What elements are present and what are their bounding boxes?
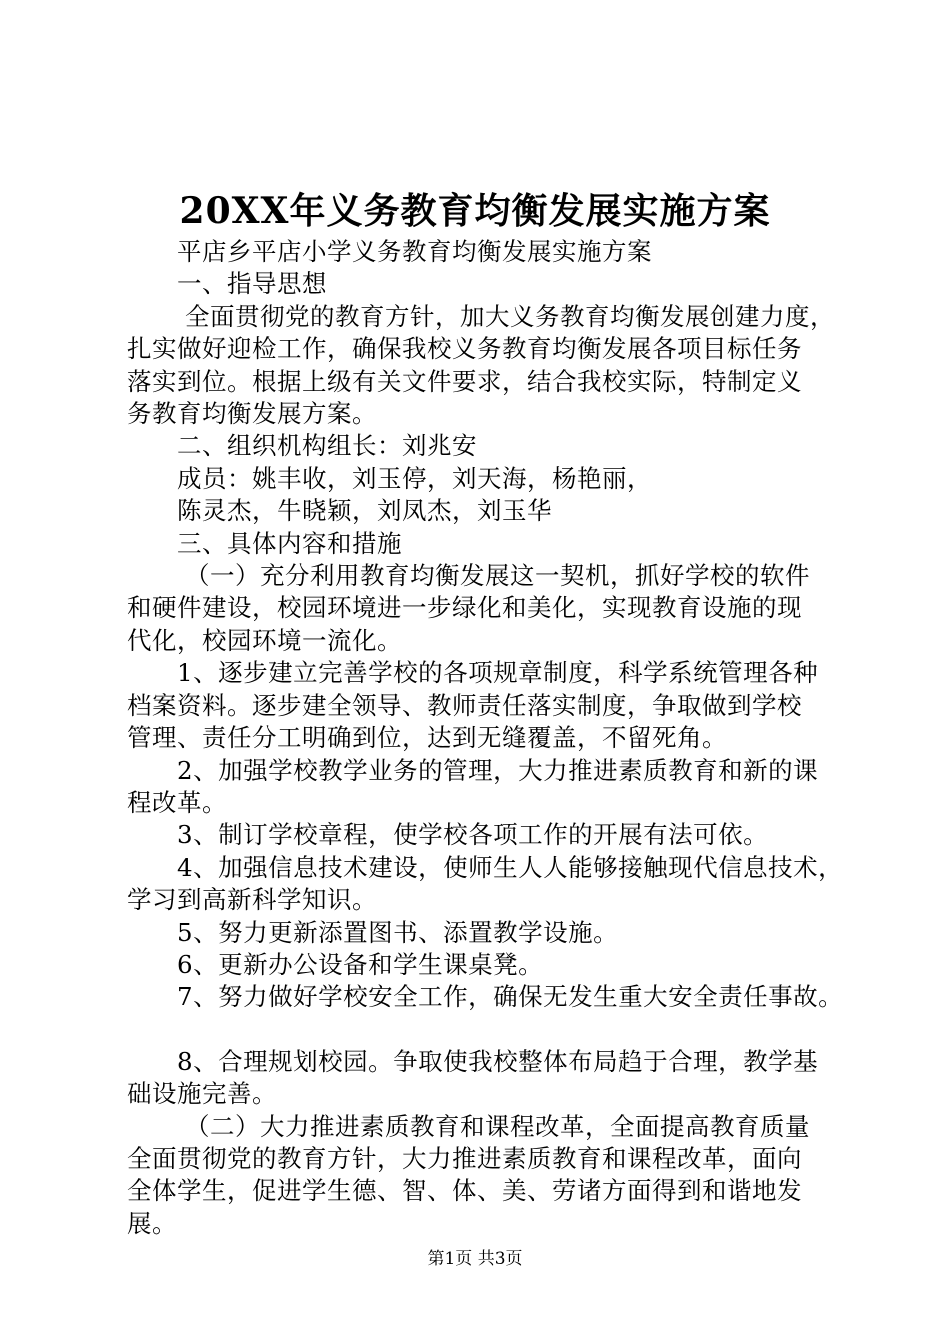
section-heading: 三、具体内容和措施 bbox=[177, 528, 402, 558]
paragraph-line: 展。 bbox=[127, 1208, 177, 1238]
list-item-line: 6、更新办公设备和学生课桌凳。 bbox=[177, 949, 544, 979]
list-item-line: 8、合理规划校园。争取使我校整体布局趋于合理，教学基 bbox=[177, 1046, 819, 1076]
list-item-line: 4、加强信息技术建设，使师生人人能够接触现代信息技术， bbox=[177, 852, 844, 882]
list-item-line: 3、制订学校章程，使学校各项工作的开展有法可依。 bbox=[177, 820, 769, 850]
paragraph-line: 学习到高新科学知识。 bbox=[127, 885, 377, 915]
list-item-line: 5、努力更新添置图书、添置教学设施。 bbox=[177, 917, 619, 947]
paragraph-line: 代化，校园环境一流化。 bbox=[127, 625, 402, 655]
document-body bbox=[127, 236, 847, 1240]
paragraph-line: 扎实做好迎检工作，确保我校义务教育均衡发展各项目标任务 bbox=[127, 334, 802, 364]
section-heading: 一、指导思想 bbox=[177, 269, 327, 299]
subtitle-line: 平店乡平店小学义务教育均衡发展实施方案 bbox=[177, 237, 652, 266]
paragraph-line: 全面贯彻党的教育方针，加大义务教育均衡发展创建力度， bbox=[185, 301, 835, 331]
paragraph-line: 和硬件建设，校园环境进一步绿化和美化，实现教育设施的现 bbox=[127, 593, 802, 623]
paragraph-line: 础设施完善。 bbox=[127, 1079, 277, 1109]
list-item-line: 1、逐步建立完善学校的各项规章制度，科学系统管理各种 bbox=[177, 658, 819, 688]
paragraph-line: （一）充分利用教育均衡发展这一契机，抓好学校的软件 bbox=[185, 561, 810, 591]
section-heading: （二）大力推进素质教育和课程改革，全面提高教育质量 bbox=[185, 1111, 810, 1141]
section-heading: 二、组织机构组长：刘兆安 bbox=[177, 431, 477, 461]
document-title: 20XX年义务教育均衡发展实施方案 bbox=[179, 190, 771, 232]
paragraph-line: 务教育均衡发展方案。 bbox=[127, 399, 377, 429]
list-item-line: 2、加强学校教学业务的管理，大力推进素质教育和新的课 bbox=[177, 755, 819, 785]
blank-line bbox=[127, 1014, 847, 1046]
list-item-line: 7、努力做好学校安全工作，确保无发生重大安全责任事故。 bbox=[177, 982, 844, 1012]
paragraph-line: 全体学生，促进学生德、智、体、美、劳诸方面得到和谐地发 bbox=[127, 1176, 802, 1206]
paragraph-line: 程改革。 bbox=[127, 787, 227, 817]
member-line: 陈灵杰，牛晓颖，刘凤杰，刘玉华 bbox=[177, 496, 552, 526]
paragraph-line: 全面贯彻党的教育方针，大力推进素质教育和课程改革，面向 bbox=[127, 1143, 802, 1173]
paragraph-line: 落实到位。根据上级有关文件要求，结合我校实际，特制定义 bbox=[127, 366, 802, 396]
paragraph-line: 档案资料。逐步建全领导、教师责任落实制度，争取做到学校 bbox=[127, 690, 802, 720]
paragraph-line: 管理、责任分工明确到位，达到无缝覆盖，不留死角。 bbox=[127, 723, 727, 753]
member-line: 成员：姚丰收，刘玉停，刘天海，杨艳丽， bbox=[177, 463, 652, 493]
page-footer: 第1页 共3页 bbox=[427, 1249, 523, 1269]
